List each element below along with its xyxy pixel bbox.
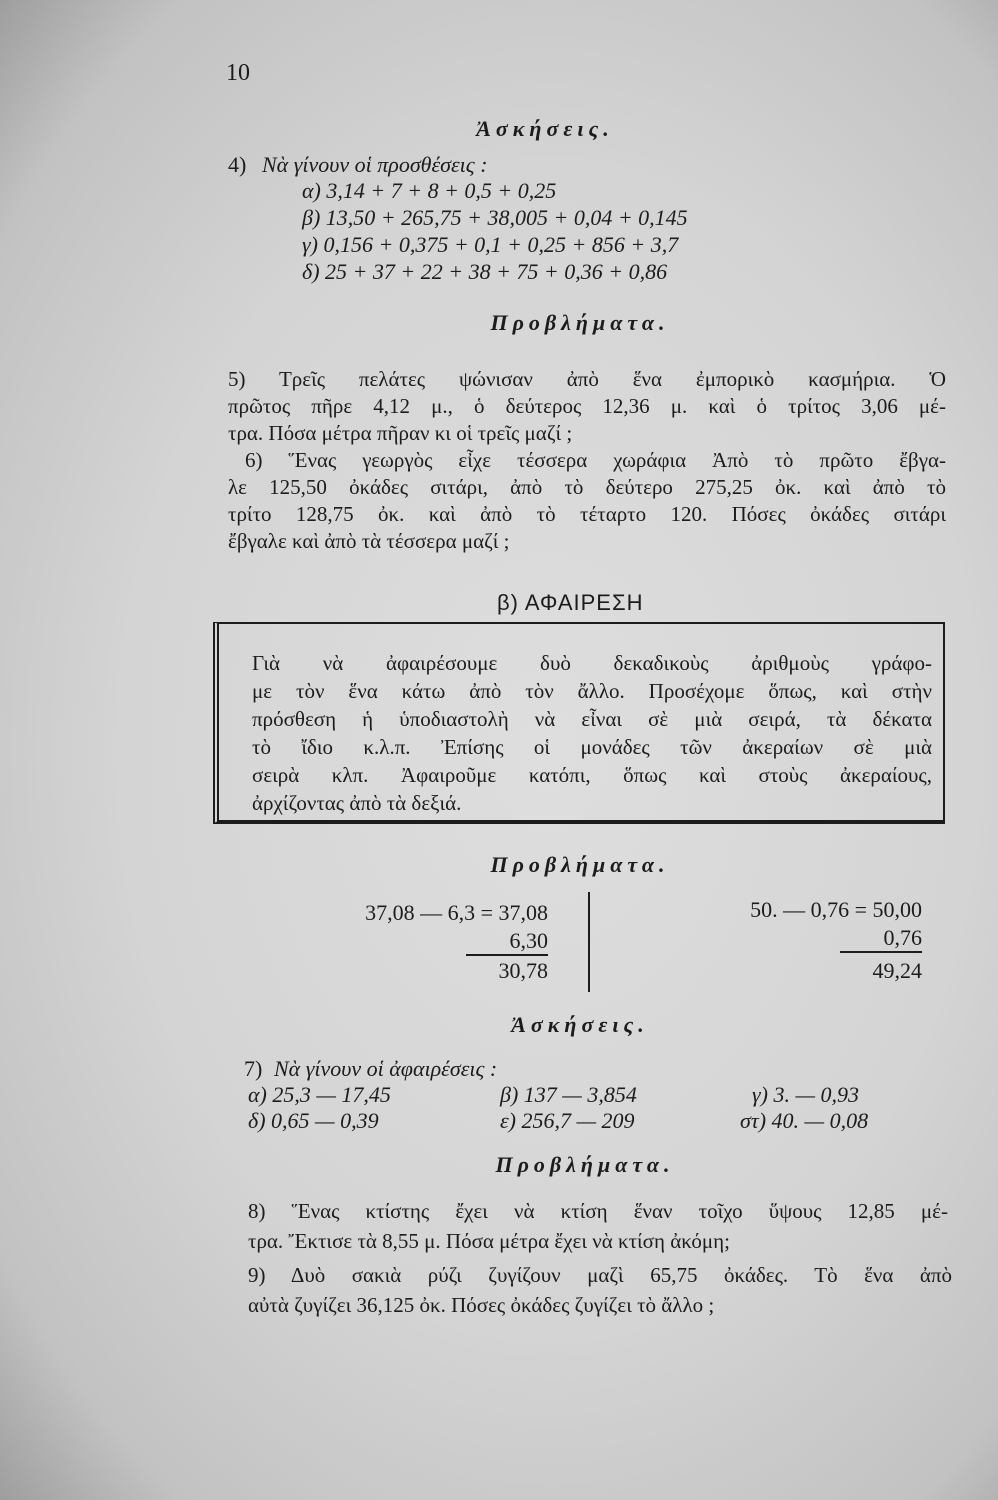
- rule-line: σειρὰ κλπ. Ἀφαιροῦμε κατόπι, ὅπως καὶ στοὺς ἀκεραίους,: [252, 763, 932, 787]
- exercise-instruction: Νὰ γίνουν οἱ προσθέσεις :: [262, 152, 488, 177]
- rule-line: πρόσθεση ἡ ὑποδιαστολὴ νὰ εἶναι σὲ μιὰ σειρά, τὰ δέκατα: [252, 707, 932, 731]
- problem-6-line: τρίτο 128,75 ὀκ. καὶ ἀπὸ τὸ τέταρτο 120. Πόσες ὀκάδες σιτάρι: [228, 502, 946, 526]
- exercise-instruction: Νὰ γίνουν οἱ ἀφαιρέσεις :: [274, 1056, 498, 1081]
- rule-line: με τὸν ἕνα κάτω ἀπὸ τὸν ἄλλο. Προσέχομε ὅπως, καὶ στὴν: [252, 679, 932, 703]
- right-equation: 50. — 0,76 = 50,00: [750, 897, 922, 922]
- exercise-number: 4): [228, 152, 247, 177]
- left-result: 30,78: [498, 958, 548, 983]
- problem-9-line: αὐτὰ ζυγίζει 36,125 ὀκ. Πόσες ὀκάδες ζυγίζει τὸ ἄλλο ;: [248, 1293, 715, 1317]
- problem-8-line: τρα. Ἔκτισε τὰ 8,55 μ. Πόσα μέτρα ἔχει νὰ κτίση ἀκόμη;: [248, 1229, 730, 1253]
- problem-9-line: 9) Δυὸ σακιὰ ρύζι ζυγίζουν μαζὶ 65,75 ὀκάδες. Τὸ ἕνα ἀπὸ: [248, 1263, 952, 1287]
- right-result: 49,24: [872, 958, 922, 983]
- page-number: 10: [226, 60, 250, 86]
- problems-heading: Προβλήματα.: [490, 852, 670, 877]
- left-subtrahend: 6,30: [466, 928, 548, 956]
- problem-6-line: 6) Ἕνας γεωργὸς εἶχε τέσσερα χωράφια Ἀπὸ τὸ πρῶτο ἔβγα-: [245, 448, 946, 472]
- rule-line: ἀρχίζοντας ἀπὸ τὰ δεξιά.: [252, 791, 462, 815]
- problem-5-line: τρα. Πόσα μέτρα πῆραν κι οἱ τρεῖς μαζί ;: [228, 421, 573, 445]
- right-subtrahend: 0,76: [840, 925, 922, 953]
- exercise-item: γ) 3. — 0,93: [752, 1082, 860, 1107]
- exercise-item: γ) 0,156 + 0,375 + 0,1 + 0,25 + 856 + 3,7: [302, 232, 679, 257]
- rule-line: Γιὰ νὰ ἀφαιρέσουμε δυὸ δεκαδικοὺς ἀριθμοὺς γράφο-: [252, 651, 932, 675]
- exercises-heading: Ἀσκήσεις.: [511, 1012, 649, 1037]
- problem-5-line: 5) Τρεῖς πελάτες ψώνισαν ἀπὸ ἕνα ἐμπορικὸ κασμήρια. Ὁ: [228, 367, 946, 391]
- problem-8-line: 8) Ἕνας κτίστης ἔχει νὰ κτίση ἕναν τοῖχο ὕψους 12,85 μέ-: [248, 1199, 948, 1223]
- exercises-heading: Ἀσκήσεις.: [476, 116, 614, 141]
- rule-line: τὸ ἴδιο κ.λ.π. Ἐπίσης οἱ μονάδες τῶν ἀκεραίων σὲ μιὰ: [252, 735, 932, 759]
- exercise-item: β) 137 — 3,854: [500, 1082, 637, 1107]
- exercise-item: δ) 0,65 — 0,39: [248, 1108, 379, 1133]
- exercise-number: 7): [244, 1056, 263, 1081]
- exercise-item: α) 25,3 — 17,45: [248, 1082, 391, 1107]
- exercise-item: α) 3,14 + 7 + 8 + 0,5 + 0,25: [302, 178, 557, 203]
- problem-6-line: ἔβγαλε καὶ ἀπὸ τὰ τέσσερα μαζί ;: [228, 529, 510, 553]
- column-divider: [588, 892, 590, 992]
- problem-6-line: λε 125,50 ὀκάδες σιτάρι, ἀπὸ τὸ δεύτερο 275,25 ὀκ. καὶ ἀπὸ τὸ: [228, 475, 946, 499]
- exercise-item: ε) 256,7 — 209: [500, 1108, 635, 1133]
- section-title: β) ΑΦΑΙΡΕΣΗ: [497, 590, 644, 615]
- exercise-item: δ) 25 + 37 + 22 + 38 + 75 + 0,36 + 0,86: [302, 259, 668, 284]
- problems-heading: Προβλήματα.: [495, 1152, 675, 1177]
- exercise-item: στ) 40. — 0,08: [740, 1108, 869, 1133]
- problem-5-line: πρῶτος πῆρε 4,12 μ., ὁ δεύτερος 12,36 μ. καὶ ὁ τρίτος 3,06 μέ-: [228, 394, 946, 418]
- exercise-item: β) 13,50 + 265,75 + 38,005 + 0,04 + 0,145: [302, 205, 688, 230]
- problems-heading: Προβλήματα.: [490, 310, 670, 335]
- left-equation: 37,08 — 6,3 = 37,08: [365, 900, 548, 925]
